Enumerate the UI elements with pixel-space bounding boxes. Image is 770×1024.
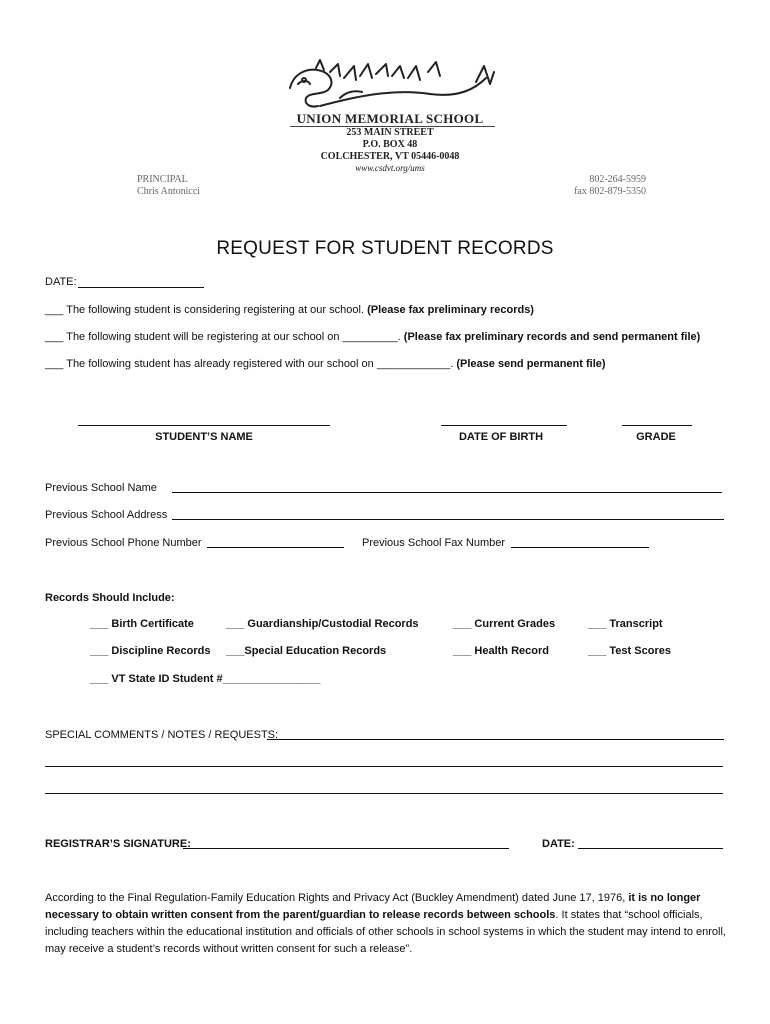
comments-line[interactable] (45, 793, 723, 794)
signature-date-field[interactable] (578, 848, 723, 849)
option-note: (Please fax preliminary records) (367, 304, 534, 316)
previous-school-name-field[interactable] (172, 492, 722, 493)
ferpa-notice (45, 890, 727, 958)
option-blank[interactable]: ___ (45, 358, 64, 370)
page-title: REQUEST FOR STUDENT RECORDS (216, 238, 554, 259)
student-name-field[interactable] (78, 425, 330, 426)
principal-title: PRINCIPAL (137, 174, 188, 185)
previous-school-fax-label: Previous School Fax Number (362, 537, 506, 549)
option-blank[interactable]: ___ (45, 331, 64, 343)
school-po-box: P.O. BOX 48 (362, 139, 418, 150)
date-label: DATE: (45, 276, 77, 288)
date-of-birth-label: DATE OF BIRTH (458, 431, 544, 443)
registrar-signature-label: REGISTRAR’S SIGNATURE: (45, 838, 191, 850)
option-note: (Please send permanent file) (456, 358, 606, 370)
comments-field[interactable] (267, 739, 724, 740)
ferpa-emphasis: it is no longer necessary to obtain written consent from the parent/guardian to release records between schools (45, 892, 701, 921)
records-heading: Records Should Include: (45, 592, 175, 604)
registrar-signature-field[interactable] (183, 848, 509, 849)
previous-school-name-label: Previous School Name (45, 482, 157, 494)
option-considering[interactable] (45, 303, 534, 317)
option-will-register[interactable] (45, 330, 700, 344)
option-text: The following student is considering registering at our school. (66, 304, 364, 316)
record-transcript[interactable]: ___ Transcript (588, 618, 663, 630)
school-city: COLCHESTER, VT 05446-0048 (320, 151, 460, 162)
ferpa-text: According to the Final Regulation-Family Education Rights and Privacy Act (Buckley Amendment) dated June 17, 1976, (45, 892, 626, 904)
record-current-grades[interactable]: ___ Current Grades (453, 618, 556, 630)
record-special-education[interactable]: ___Special Education Records (226, 645, 387, 657)
signature-date-label: DATE: (542, 838, 575, 850)
option-text: The following student has already registered with our school on ____________. (66, 358, 454, 370)
school-phone: 802-264-5959 (589, 174, 646, 185)
previous-school-phone-label: Previous School Phone Number (45, 537, 202, 549)
principal-name: Chris Antonicci (137, 186, 201, 197)
school-street: 253 MAIN STREET (346, 127, 434, 138)
record-discipline[interactable]: ___ Discipline Records (90, 645, 211, 657)
option-text: The following student will be registering at our school on _________. (66, 331, 401, 343)
option-note: (Please fax preliminary records and send permanent file) (403, 331, 701, 343)
previous-school-address-field[interactable] (172, 519, 724, 520)
date-field[interactable] (78, 287, 204, 288)
previous-school-fax-field[interactable] (511, 547, 649, 548)
comments-label: SPECIAL COMMENTS / NOTES / REQUESTS: (45, 729, 279, 741)
grade-field[interactable] (622, 425, 692, 426)
record-birth-certificate[interactable]: ___ Birth Certificate (90, 618, 194, 630)
school-name: UNION MEMORIAL SCHOOL (296, 111, 484, 126)
school-website: www.csdvt.org/ums (355, 163, 425, 173)
grade-label: GRADE (636, 431, 676, 443)
previous-school-address-label: Previous School Address (45, 509, 168, 521)
comments-line[interactable] (45, 766, 723, 767)
school-fax: fax 802-879-5350 (574, 186, 646, 197)
previous-school-phone-field[interactable] (207, 547, 344, 548)
record-health[interactable]: ___ Health Record (453, 645, 549, 657)
record-guardianship[interactable]: ___ Guardianship/Custodial Records (226, 618, 419, 630)
ferpa-text: . It states that “school officials, including teachers within the educational institution and officials of other schools in school systems in which the student may intend to enroll, may receive a student’s records without written consent for such a release”. (45, 909, 726, 955)
option-already-registered[interactable] (45, 357, 606, 371)
option-blank[interactable]: ___ (45, 304, 64, 316)
student-name-label: STUDENT’S NAME (155, 431, 253, 443)
record-test-scores[interactable]: ___ Test Scores (588, 645, 671, 657)
record-vt-state-id[interactable]: ___ VT State ID Student #________________ (90, 673, 321, 685)
date-of-birth-field[interactable] (441, 425, 567, 426)
